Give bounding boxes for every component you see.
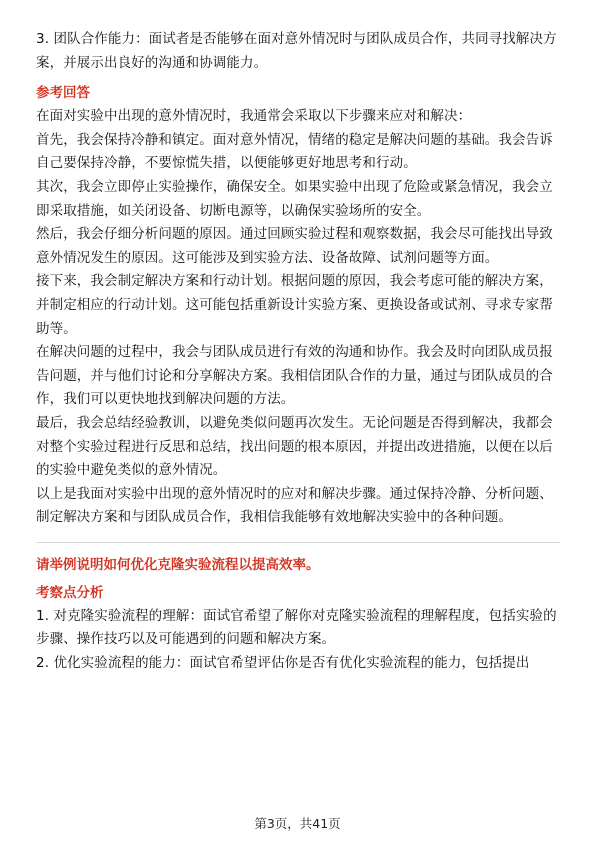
- analysis-item: 1. 对克隆实验流程的理解：面试官希望了解你对克隆实验流程的理解程度，包括实验的步骤、操作技巧以及可能遇到的问题和解决方案。: [36, 607, 557, 648]
- answer-paragraph: 其次，我会立即停止实验操作，确保安全。如果实验中出现了危险或紧急情况，我会立即采取措施，如关闭设备、切断电源等，以确保实验场所的安全。: [36, 178, 553, 219]
- answer-paragraph: 最后，我会总结经验教训，以避免类似问题再次发生。无论问题是否得到解决，我都会对整个实验过程进行反思和总结，找出问题的根本原因，并提出改进措施，以便在以后的实验中避免类似的意外情况。: [36, 414, 553, 479]
- answer-heading: 参考回答: [36, 85, 90, 102]
- page-content: [36, 28, 560, 676]
- analysis-item: 2. 优化实验流程的能力：面试官希望评估你是否有优化实验流程的能力，包括提出: [36, 655, 530, 672]
- answer-paragraph: 接下来，我会制定解决方案和行动计划。根据问题的原因，我会考虑可能的解决方案，并制定相应的行动计划。这可能包括重新设计实验方案、更换设备或试剂、寻求专家帮助等。: [36, 273, 553, 337]
- section-divider: [36, 542, 560, 543]
- answer-paragraph: 以上是我面对实验中出现的意外情况时的应对和解决步骤。通过保持冷静、分析问题、制定解决方案和与团队成员合作，我相信我能够有效地解决实验中的各种问题。: [36, 485, 553, 526]
- analysis-list: [36, 605, 560, 676]
- answer-paragraph: 在解决问题的过程中，我会与团队成员进行有效的沟通和协作。我会及时向团队成员报告问题，并与他们讨论和分享解决方案。我相信团队合作的力量，通过与团队成员的合作，我们可以更快地找到解决问题的方法。: [36, 344, 553, 408]
- analysis-heading: 考察点分析: [36, 584, 104, 601]
- answer-body: [36, 105, 560, 530]
- intro-item-3: 3. 团队合作能力：面试者是否能够在面对意外情况时与团队成员合作，共同寻找解决方案，并展示出良好的沟通和协调能力。: [36, 31, 557, 71]
- answer-paragraph: 然后，我会仔细分析问题的原因。通过回顾实验过程和观察数据，我会尽可能找出导致意外情况发生的原因。这可能涉及到实验方法、设备故障、试剂问题等方面。: [36, 226, 553, 266]
- answer-paragraph: 在面对实验中出现的意外情况时，我通常会采取以下步骤来应对和解决：: [36, 108, 472, 125]
- answer-paragraph: 首先，我会保持冷静和镇定。面对意外情况，情绪的稳定是解决问题的基础。我会告诉自己要保持冷静，不要惊慌失措，以便能够更好地思考和行动。: [36, 131, 553, 172]
- page-footer: 第3页，共41页: [254, 816, 341, 831]
- question-title: 请举例说明如何优化克隆实验流程以提高效率。: [36, 556, 320, 573]
